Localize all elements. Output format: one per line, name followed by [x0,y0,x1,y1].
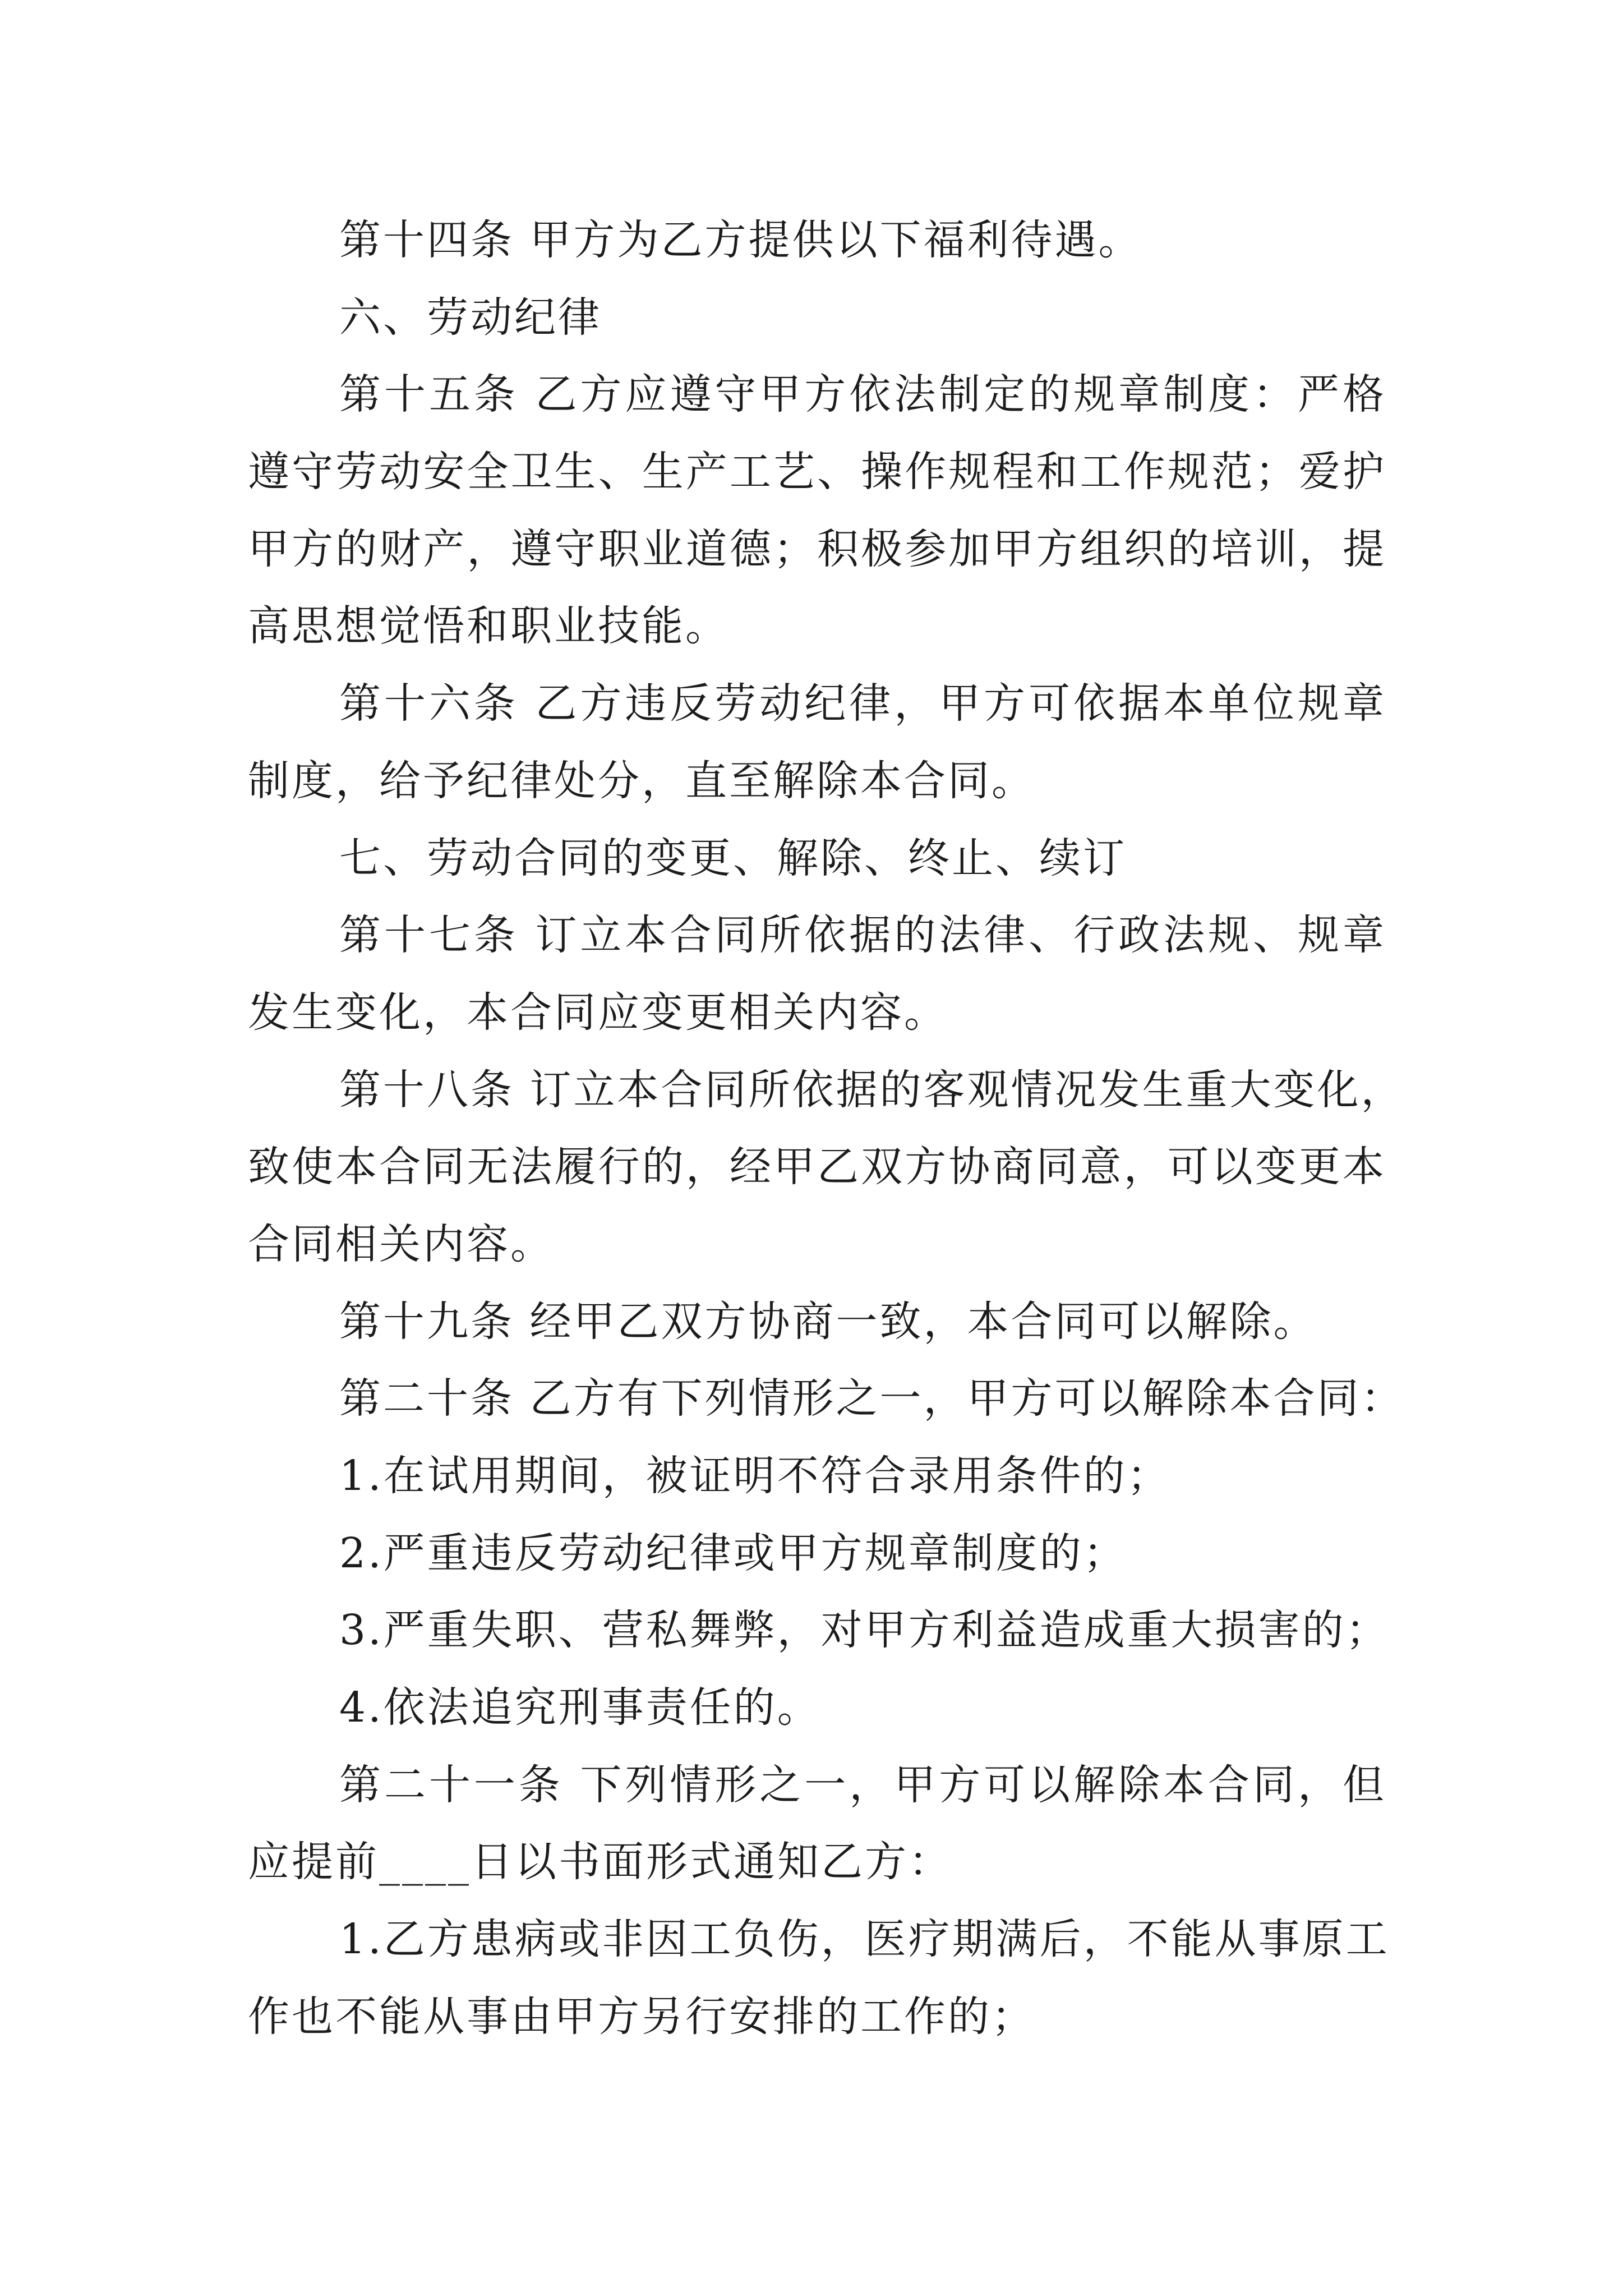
section-heading-labor-discipline [0,279,1623,357]
text-line: 合同相关内容。 [248,1220,554,1268]
text-line: 作也不能从事由甲方另行安排的工作的； [248,1992,1035,2041]
text-line: 4.依法追究刑事责任的。 [339,1683,821,1732]
text-line: 致使本合同无法履行的，经甲乙双方协商同意，可以变更本 [248,1143,1386,1191]
text-line: 第十六条 乙方违反劳动纪律，甲方可依据本单位规章 [339,679,1386,728]
list-item [0,1438,1623,1515]
list-item [0,1592,1623,1669]
text-line: 第十五条 乙方应遵守甲方依法制定的规章制度：严格 [339,370,1386,419]
text-line: 第十七条 订立本合同所依据的法律、行政法规、规章 [339,911,1386,960]
article-19 [0,1283,1623,1361]
text-line: 发生变化，本合同应变更相关内容。 [248,988,948,1037]
article-21 [0,1747,1623,1901]
article-16 [0,665,1623,820]
section-heading: 六、劳动纪律 [339,293,602,342]
list-item [0,1669,1623,1747]
section-heading-contract-changes [0,820,1623,898]
text-line: 遵守劳动安全卫生、生产工艺、操作规程和工作规范；爱护 [248,448,1386,496]
list-item [0,1515,1623,1593]
text-line: 甲方的财产，遵守职业道德；积极参加甲方组织的培训，提 [248,524,1386,573]
text-line: 1.乙方患病或非因工负伤，医疗期满后，不能从事原工 [339,1915,1390,1964]
article-20 [0,1360,1623,1438]
article-17 [0,897,1623,1051]
text-line: 3.严重失职、营私舞弊，对甲方利益造成重大损害的； [339,1606,1390,1655]
text-line: 1.在试用期间，被证明不符合录用条件的； [339,1452,1171,1500]
text-line: 第二十一条 下列情形之一，甲方可以解除本合同，但 [339,1760,1386,1809]
list-item [0,1901,1623,2055]
text-line: 第十四条 甲方为乙方提供以下福利待遇。 [339,216,1142,264]
article-14 [0,202,1623,279]
text-line: 制度，给予纪律处分，直至解除本合同。 [248,756,1035,805]
text-line: 2.严重违反劳动纪律或甲方规章制度的； [339,1529,1127,1577]
text-line: 第十八条 订立本合同所依据的客观情况发生重大变化， [339,1065,1405,1114]
text-line: 高思想觉悟和职业技能。 [248,602,729,651]
article-18 [0,1052,1623,1283]
document-body [0,202,1623,2056]
text-line: 第十九条 经甲乙双方协商一致，本合同可以解除。 [339,1297,1317,1346]
article-15 [0,356,1623,665]
text-line: 应提前____日以书面形式通知乙方： [248,1838,952,1887]
text-line: 第二十条 乙方有下列情形之一，甲方可以解除本合同： [339,1374,1405,1423]
section-heading: 七、劳动合同的变更、解除、终止、续订 [339,834,1127,882]
